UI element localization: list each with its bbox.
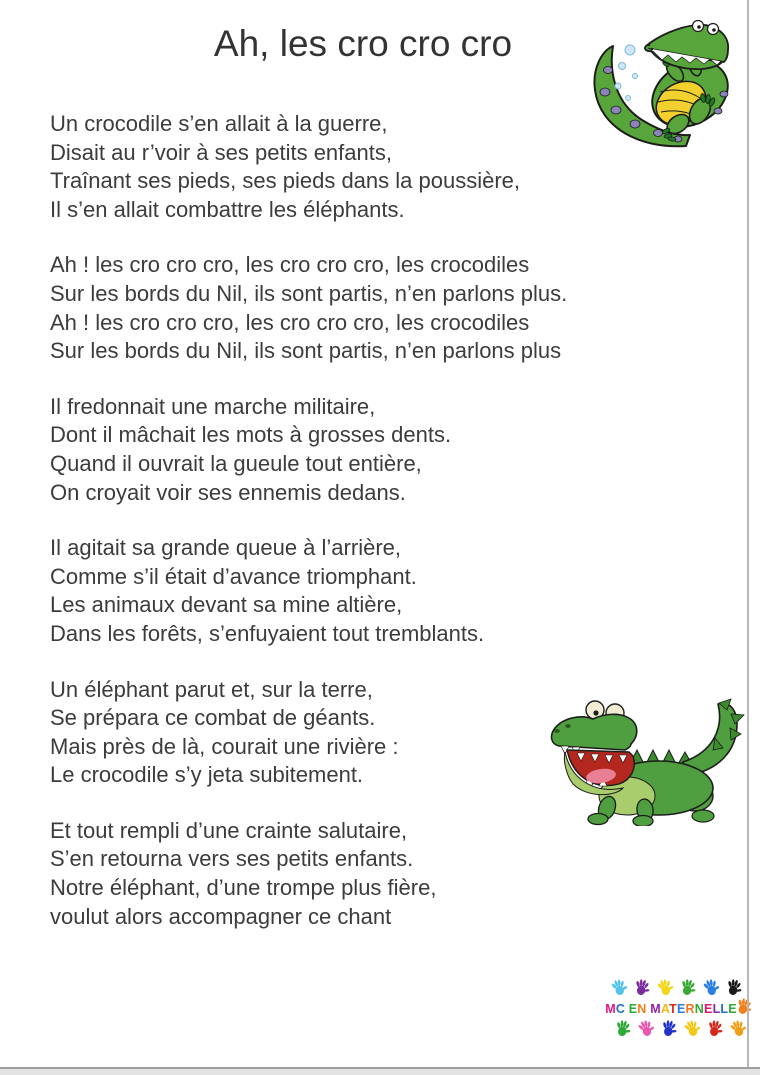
mc-en-maternelle-logo (599, 977, 752, 1039)
lyric-line: S’en retourna vers ses petits enfants. (50, 846, 414, 872)
handprint-icon (683, 1018, 702, 1038)
lyric-line: Sur les bords du Nil, ils sont partis, n’en parlons plus (50, 338, 562, 364)
logo-text (605, 1002, 737, 1016)
crocodile-bathing-illustration (578, 16, 748, 156)
lyric-line: Le crocodile s’y jeta subitement. (50, 762, 364, 788)
lyrics (50, 110, 567, 958)
logo-letter: E (677, 1002, 686, 1016)
page-right-edge (747, 0, 749, 1067)
logo-letter: C (615, 1002, 626, 1016)
lyric-line: Mais près de là, courait une rivière : (50, 733, 399, 759)
lyric-line: Disait au r’voir à ses petits enfants, (50, 139, 392, 165)
lyric-line: Dont il mâchait les mots à grosses dents. (50, 422, 452, 448)
handprint-row-bottom (614, 1018, 748, 1038)
handprint-icon (679, 978, 698, 997)
logo-letter: T (669, 1002, 677, 1016)
lyric-line: Comme s’il était d’avance triomphant. (50, 563, 417, 589)
handprint-icon (656, 978, 675, 997)
handprint-icon (702, 978, 721, 997)
handprint-icon (610, 978, 629, 997)
crocodile-walking-illustration (543, 686, 751, 826)
lyric-line: Ah ! les cro cro cro, les cro cro cro, les crocodiles (50, 252, 530, 278)
lyric-line: Se prépara ce combat de géants. (50, 705, 376, 731)
stanza (50, 534, 567, 648)
lyric-line: Il agitait sa grande queue à l’arrière, (50, 535, 401, 561)
lyric-line: Dans les forêts, s’enfuyaient tout tremblants. (50, 620, 485, 646)
logo-letter: A (660, 1002, 670, 1016)
handprint-side (734, 996, 752, 1016)
stanza (50, 251, 567, 365)
lyric-line: Il fredonnait une marche militaire, (50, 393, 376, 419)
lyric-line: Notre éléphant, d’une trompe plus fière, (50, 875, 437, 901)
handprint-icon (633, 978, 652, 997)
handprint-icon (725, 978, 744, 997)
handprint-icon (706, 1019, 725, 1038)
logo-letter: R (685, 1002, 695, 1016)
lyric-line: Traînant ses pieds, ses pieds dans la poussière, (50, 168, 521, 194)
lyric-line: Un éléphant parut et, sur la terre, (50, 676, 373, 702)
logo-letter: N (694, 1002, 705, 1016)
lyric-line: Un crocodile s’en allait à la guerre, (50, 111, 388, 136)
page-bottom-edge (0, 1067, 760, 1075)
handprint-icon (614, 1019, 633, 1038)
stanza (50, 393, 567, 507)
stanza (50, 676, 567, 790)
lyric-line: Et tout rempli d’une crainte salutaire, (50, 817, 408, 843)
logo-letter: L (720, 1002, 729, 1016)
logo-letter: L (712, 1002, 721, 1016)
handprint-icon (637, 1018, 656, 1038)
handprint-row-top (610, 978, 744, 997)
lyric-line: Il s’en allait combattre les éléphants. (50, 196, 405, 222)
lyric-line: voulut alors accompagner ce chant (50, 903, 392, 929)
stanza (50, 110, 567, 224)
lyric-line: Ah ! les cro cro cro, les cro cro cro, les crocodiles (50, 309, 530, 335)
lyric-line: Sur les bords du Nil, ils sont partis, n’en parlons plus. (50, 280, 568, 306)
song-title: Ah, les cro cro cro (213, 23, 513, 64)
stanza (50, 817, 567, 931)
lyric-line: On croyait voir ses ennemis dedans. (50, 479, 406, 505)
logo-letter: E (728, 1002, 737, 1016)
logo-letter: M (650, 1002, 661, 1016)
handprint-icon (660, 1019, 679, 1038)
lyric-line: Les animaux devant sa mine altière, (50, 592, 403, 618)
logo-letter: M (605, 1002, 616, 1016)
handprint-icon (734, 996, 752, 1016)
logo-letter: N (637, 1002, 647, 1016)
logo-letter: E (704, 1002, 713, 1016)
lyric-line: Quand il ouvrait la gueule tout entière, (50, 450, 422, 476)
logo-letter: E (628, 1002, 638, 1016)
handprint-icon (729, 1018, 748, 1038)
